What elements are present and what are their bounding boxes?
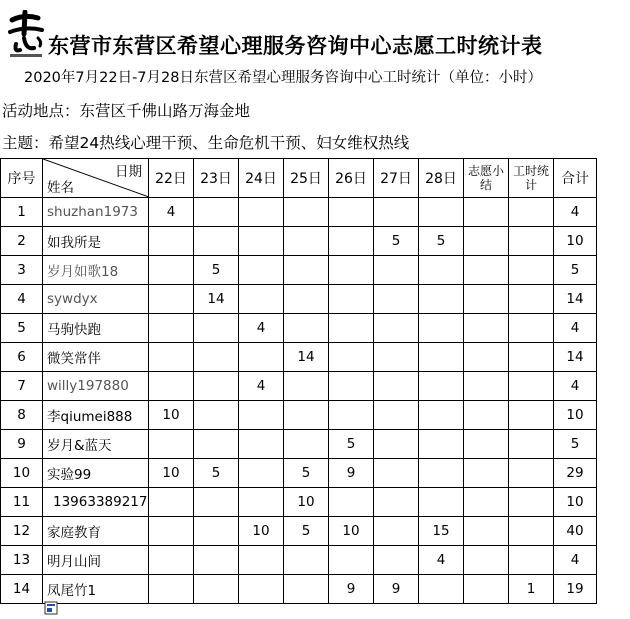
header-day: 26日 [329, 159, 374, 198]
row-hours [509, 517, 554, 546]
row-seq: 5 [1, 314, 43, 343]
row-seq: 13 [1, 546, 43, 575]
row-hours: 1 [509, 575, 554, 604]
row-day-hours [149, 256, 194, 285]
row-day-hours [194, 198, 239, 227]
row-day-hours: 5 [284, 459, 329, 488]
activity-location: 活动地点：东营区千佛山路万海金地 [2, 102, 251, 120]
row-hours [509, 343, 554, 372]
table-row [1, 517, 597, 546]
row-day-hours: 5 [329, 430, 374, 459]
activity-topic: 主题：希望24热线心理干预、生命危机干预、妇女维权热线 [2, 134, 410, 152]
row-seq: 4 [1, 285, 43, 314]
row-day-hours [149, 546, 194, 575]
row-seq: 14 [1, 575, 43, 604]
row-total: 4 [554, 198, 597, 227]
row-total: 14 [554, 285, 597, 314]
row-total: 29 [554, 459, 597, 488]
header-total: 合计 [554, 159, 597, 198]
row-day-hours: 10 [149, 459, 194, 488]
row-summary [464, 401, 509, 430]
row-day-hours [194, 488, 239, 517]
row-day-hours [419, 343, 464, 372]
row-hours [509, 314, 554, 343]
row-day-hours [374, 517, 419, 546]
row-name: 家庭教育 [43, 517, 149, 546]
table-row [1, 488, 597, 517]
table-row [1, 198, 597, 227]
row-day-hours [374, 372, 419, 401]
row-total: 5 [554, 430, 597, 459]
row-day-hours [374, 430, 419, 459]
row-day-hours: 5 [194, 459, 239, 488]
row-day-hours [239, 575, 284, 604]
row-day-hours [284, 285, 329, 314]
row-day-hours [194, 227, 239, 256]
row-hours [509, 198, 554, 227]
row-hours [509, 546, 554, 575]
row-day-hours [374, 488, 419, 517]
row-day-hours [329, 401, 374, 430]
header-summary: 志愿小结 [464, 159, 509, 198]
header-corner-name: 姓名 [47, 180, 74, 196]
table-row [1, 314, 597, 343]
table-header-row [1, 159, 597, 198]
row-day-hours [149, 372, 194, 401]
row-name: 13963389217 [43, 488, 149, 517]
row-day-hours [239, 256, 284, 285]
row-day-hours [419, 430, 464, 459]
row-day-hours [149, 488, 194, 517]
row-hours [509, 430, 554, 459]
row-day-hours: 10 [329, 517, 374, 546]
header-corner [43, 159, 149, 198]
row-day-hours [284, 430, 329, 459]
row-total: 19 [554, 575, 597, 604]
row-total: 10 [554, 488, 597, 517]
row-summary [464, 285, 509, 314]
header-day: 25日 [284, 159, 329, 198]
row-summary [464, 227, 509, 256]
header-corner-date: 日期 [115, 164, 142, 180]
table-row [1, 227, 597, 256]
row-seq: 11 [1, 488, 43, 517]
row-day-hours [284, 575, 329, 604]
row-day-hours [284, 314, 329, 343]
row-total: 4 [554, 546, 597, 575]
table-row [1, 372, 597, 401]
row-total: 14 [554, 343, 597, 372]
table-row [1, 459, 597, 488]
row-day-hours [419, 256, 464, 285]
row-day-hours [419, 198, 464, 227]
row-summary [464, 314, 509, 343]
row-hours [509, 401, 554, 430]
row-hours [509, 488, 554, 517]
row-day-hours [374, 285, 419, 314]
row-day-hours: 4 [239, 314, 284, 343]
row-day-hours [284, 227, 329, 256]
row-day-hours: 10 [149, 401, 194, 430]
row-day-hours [194, 372, 239, 401]
row-day-hours [284, 401, 329, 430]
row-day-hours [194, 430, 239, 459]
header-day: 28日 [419, 159, 464, 198]
row-day-hours [374, 256, 419, 285]
row-summary [464, 343, 509, 372]
row-day-hours [329, 285, 374, 314]
row-name: 明月山间 [43, 546, 149, 575]
row-seq: 9 [1, 430, 43, 459]
row-summary [464, 546, 509, 575]
row-total: 5 [554, 256, 597, 285]
table-row [1, 546, 597, 575]
row-day-hours: 14 [194, 285, 239, 314]
row-total: 40 [554, 517, 597, 546]
row-day-hours [194, 314, 239, 343]
row-day-hours: 9 [329, 575, 374, 604]
row-day-hours [239, 546, 284, 575]
row-day-hours: 15 [419, 517, 464, 546]
row-day-hours [374, 546, 419, 575]
row-day-hours [374, 343, 419, 372]
row-day-hours [194, 575, 239, 604]
table-row [1, 256, 597, 285]
row-day-hours [239, 227, 284, 256]
table-row [1, 575, 597, 604]
row-summary [464, 256, 509, 285]
table-row [1, 401, 597, 430]
table-row [1, 430, 597, 459]
row-name: 李qiumei888 [43, 401, 149, 430]
row-summary [464, 198, 509, 227]
row-day-hours [419, 372, 464, 401]
row-seq: 3 [1, 256, 43, 285]
row-day-hours: 5 [194, 256, 239, 285]
row-day-hours [419, 459, 464, 488]
header-day: 27日 [374, 159, 419, 198]
row-seq: 6 [1, 343, 43, 372]
row-day-hours [239, 488, 284, 517]
row-name: sywdyx [43, 285, 149, 314]
row-day-hours [329, 546, 374, 575]
row-total: 10 [554, 227, 597, 256]
row-day-hours [194, 343, 239, 372]
organization-logo-icon [4, 10, 48, 60]
row-day-hours: 9 [329, 459, 374, 488]
hours-table [0, 158, 597, 604]
row-day-hours: 5 [419, 227, 464, 256]
row-hours [509, 372, 554, 401]
row-day-hours: 5 [284, 517, 329, 546]
row-summary [464, 517, 509, 546]
table-row [1, 285, 597, 314]
row-day-hours [239, 401, 284, 430]
row-summary [464, 575, 509, 604]
row-name: 马驹快跑 [43, 314, 149, 343]
row-name: 实验99 [43, 459, 149, 488]
header-seq: 序号 [1, 159, 43, 198]
row-day-hours [374, 314, 419, 343]
header-day: 22日 [149, 159, 194, 198]
header-day: 24日 [239, 159, 284, 198]
row-hours [509, 285, 554, 314]
row-day-hours [419, 314, 464, 343]
row-day-hours [239, 430, 284, 459]
header-hours: 工时统计 [509, 159, 554, 198]
header-day: 23日 [194, 159, 239, 198]
row-total: 4 [554, 314, 597, 343]
row-day-hours [329, 256, 374, 285]
row-day-hours [239, 198, 284, 227]
row-day-hours [419, 285, 464, 314]
row-name: 微笑常伴 [43, 343, 149, 372]
row-hours [509, 459, 554, 488]
row-day-hours [419, 575, 464, 604]
row-day-hours [329, 343, 374, 372]
row-name: 岁月&蓝天 [43, 430, 149, 459]
row-day-hours [239, 343, 284, 372]
row-summary [464, 372, 509, 401]
row-day-hours [239, 285, 284, 314]
row-day-hours: 4 [239, 372, 284, 401]
row-seq: 10 [1, 459, 43, 488]
row-day-hours [284, 198, 329, 227]
row-name: 凤尾竹1 [43, 575, 149, 604]
row-day-hours [149, 343, 194, 372]
row-name: 如我所是 [43, 227, 149, 256]
embedded-object-icon[interactable] [44, 600, 62, 614]
row-day-hours [329, 488, 374, 517]
row-seq: 2 [1, 227, 43, 256]
row-day-hours [284, 546, 329, 575]
row-name: shuzhan1973 [43, 198, 149, 227]
row-day-hours [329, 314, 374, 343]
row-name: willy197880 [43, 372, 149, 401]
row-day-hours [374, 198, 419, 227]
row-summary [464, 459, 509, 488]
row-day-hours: 4 [419, 546, 464, 575]
row-hours [509, 256, 554, 285]
row-day-hours [329, 372, 374, 401]
row-day-hours: 14 [284, 343, 329, 372]
row-day-hours [194, 546, 239, 575]
row-day-hours [329, 227, 374, 256]
row-day-hours [374, 401, 419, 430]
row-day-hours [149, 227, 194, 256]
page-subtitle: 2020年7月22日-7月28日东营区希望心理服务咨询中心工时统计（单位：小时） [24, 70, 542, 86]
row-summary [464, 488, 509, 517]
row-day-hours [419, 401, 464, 430]
row-day-hours [374, 459, 419, 488]
row-seq: 8 [1, 401, 43, 430]
row-day-hours [149, 430, 194, 459]
row-total: 4 [554, 372, 597, 401]
row-day-hours [284, 256, 329, 285]
row-summary [464, 430, 509, 459]
row-seq: 7 [1, 372, 43, 401]
row-seq: 12 [1, 517, 43, 546]
row-name: 岁月如歌18 [43, 256, 149, 285]
row-day-hours: 4 [149, 198, 194, 227]
row-day-hours [149, 517, 194, 546]
row-day-hours [149, 285, 194, 314]
row-day-hours: 5 [374, 227, 419, 256]
row-day-hours: 10 [284, 488, 329, 517]
row-day-hours [194, 401, 239, 430]
row-day-hours [239, 459, 284, 488]
row-day-hours [419, 488, 464, 517]
row-day-hours: 9 [374, 575, 419, 604]
row-seq: 1 [1, 198, 43, 227]
row-day-hours: 10 [239, 517, 284, 546]
row-day-hours [284, 372, 329, 401]
row-day-hours [149, 314, 194, 343]
row-total: 10 [554, 401, 597, 430]
row-hours [509, 227, 554, 256]
page-title: 东营市东营区希望心理服务咨询中心志愿工时统计表 [48, 34, 543, 58]
row-day-hours [194, 517, 239, 546]
row-day-hours [149, 575, 194, 604]
table-row [1, 343, 597, 372]
table-body [1, 198, 597, 604]
row-day-hours [329, 198, 374, 227]
